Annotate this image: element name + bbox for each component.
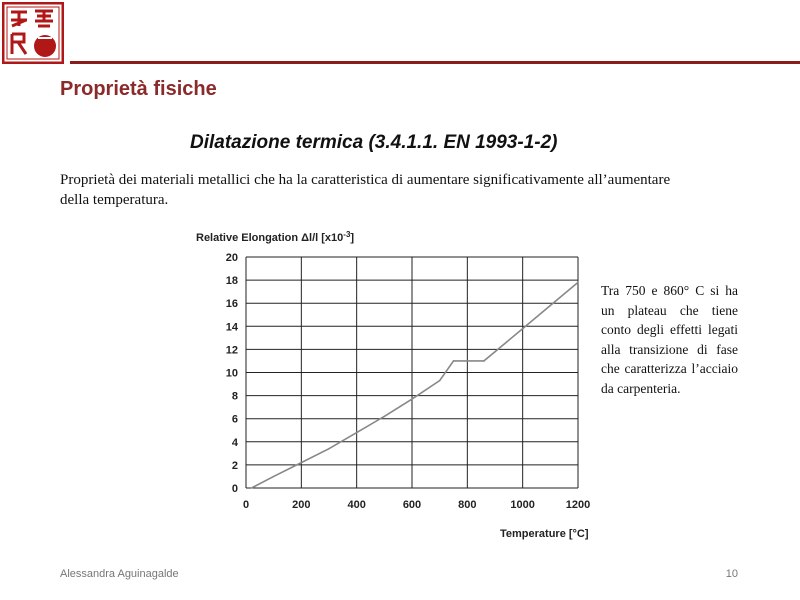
x-tick-label: 1200 [565, 499, 591, 511]
footer-author: Alessandra Aguinagalde [60, 568, 179, 580]
data-point [251, 487, 253, 489]
data-point [384, 416, 386, 418]
data-point [483, 360, 485, 362]
data-point [301, 462, 303, 464]
slide-description: Proprietà dei materiali metallici che ha la caratteristica di aumentare significativamente all’aumentare della temperatura. [60, 172, 671, 208]
slide-subtitle: Dilatazione termica (3.4.1.1. EN 1993-1-2) [190, 132, 558, 153]
data-point [356, 432, 358, 434]
data-point [522, 328, 524, 330]
data-point [494, 351, 496, 353]
y-tick-label: 4 [231, 436, 238, 449]
y-tick-label: 0 [231, 483, 238, 495]
y-tick-label: 16 [225, 298, 238, 311]
elongation-series-line [252, 282, 579, 488]
x-tick-label: 400 [347, 499, 366, 511]
y-tick-label: 2 [231, 459, 238, 472]
header-rule [70, 61, 800, 64]
data-point [453, 360, 455, 362]
y-tick-label: 10 [225, 367, 238, 380]
page-number: 10 [725, 568, 738, 580]
data-point [439, 380, 441, 382]
y-tick-label: 20 [225, 252, 238, 264]
y-tick-label: 6 [231, 413, 238, 426]
red-seal-logo-icon [2, 2, 64, 64]
y-tick-label: 14 [225, 321, 238, 334]
x-tick-label: 0 [242, 499, 250, 511]
y-tick-label: 18 [225, 275, 238, 288]
data-point [550, 305, 552, 307]
data-point [577, 282, 579, 284]
y-tick-label: 8 [231, 390, 238, 403]
data-point [328, 448, 330, 450]
data-point [411, 398, 413, 400]
elongation-chart [180, 225, 600, 545]
y-axis-label: Relative Elongation Δl/l $[x10^{-3}]$ [196, 230, 355, 244]
data-point [273, 476, 275, 478]
x-tick-label: 600 [402, 499, 422, 511]
section-title: Proprietà fisiche [60, 78, 217, 100]
x-tick-label: 800 [458, 499, 477, 511]
x-tick-label: 200 [292, 499, 311, 511]
x-tick-label: 1000 [510, 499, 535, 511]
x-axis-label: Temperature [°C] [500, 528, 589, 540]
phase-transition-note: Tra 750 e 860° C si ha un plateau che tiene conto degli effetti legati alla transizione di fase che caratterizza l’acciaio da carpenteria. [601, 283, 738, 396]
y-tick-label: 12 [225, 344, 238, 357]
